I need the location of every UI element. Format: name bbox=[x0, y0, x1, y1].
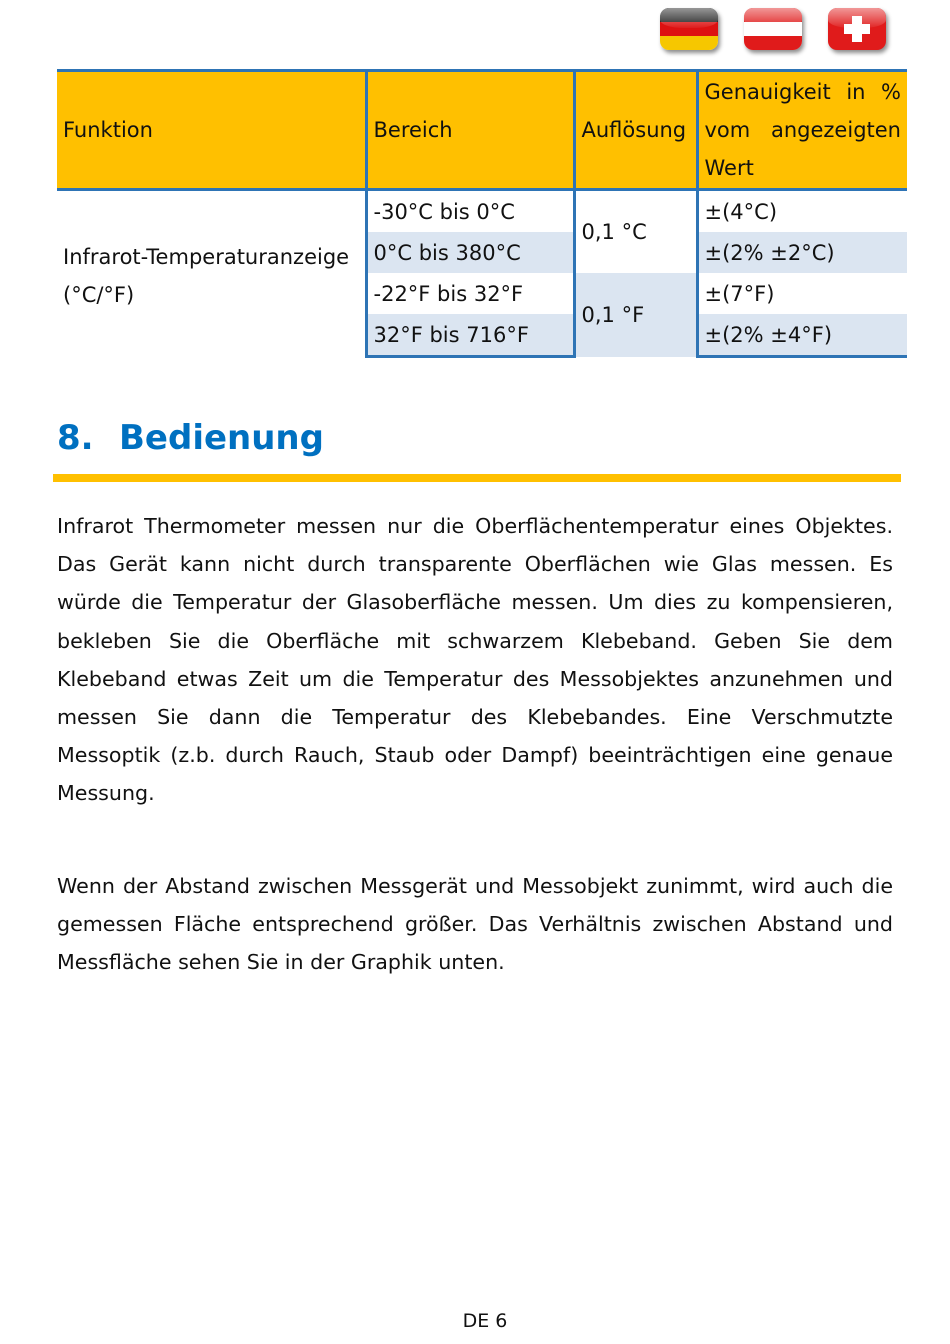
header-function: Funktion bbox=[57, 71, 366, 190]
accuracy-cell: ±(7°F) bbox=[697, 273, 907, 314]
range-cell: 32°F bis 716°F bbox=[366, 314, 574, 357]
body-paragraph: Infrarot Thermometer messen nur die Oberflächentemperatur eines Objektes. Das Gerät kann nicht durch transparente Oberflächen wie Glas messen. Es würde die Temperatur der Glasoberfläche messen. Um dies zu kompensieren, bekleben Sie die Oberfläche mit schwarzem Klebeband. Geben Sie dem Klebeband etwas Zeit um die Temperatur des Messobjektes anzunehmen und messen Sie dann die Temperatur des Klebebandes. Eine Verschmutzte Messoptik (z.b. durch Rauch, Staub oder Dampf) beeinträchtigen eine genaue Messung. bbox=[57, 514, 893, 806]
section-title: Bedienung bbox=[119, 418, 324, 458]
header-resolution: Auflösung bbox=[574, 71, 697, 190]
page-number: DE 6 bbox=[462, 1310, 508, 1332]
germany-flag-icon[interactable] bbox=[660, 8, 718, 50]
specification-table bbox=[57, 69, 907, 358]
accuracy-cell: ±(2% ±2°C) bbox=[697, 232, 907, 273]
accuracy-cell: ±(4°C) bbox=[697, 190, 907, 233]
resolution-cell: 0,1 °C bbox=[574, 190, 697, 274]
heading-underline bbox=[53, 474, 901, 482]
section-heading bbox=[57, 418, 324, 458]
body-paragraph: Wenn der Abstand zwischen Messgerät und Messobjekt zunimmt, wird auch die gemessen Fläche entsprechend größer. Das Verhältnis zwischen Abstand und Messfläche sehen Sie in der Graphik unten. bbox=[57, 874, 893, 975]
section-number: 8. bbox=[57, 418, 94, 458]
range-cell: -30°C bis 0°C bbox=[366, 190, 574, 233]
function-cell: Infrarot-Temperaturanzeige (°C/°F) bbox=[63, 245, 350, 307]
range-cell: 0°C bis 380°C bbox=[366, 232, 574, 273]
header-accuracy: Genauigkeit in % vom angezeigten Wert bbox=[697, 71, 907, 190]
table-row bbox=[57, 190, 907, 233]
resolution-cell: 0,1 °F bbox=[574, 273, 697, 357]
austria-flag-icon[interactable] bbox=[744, 8, 802, 50]
language-flags bbox=[660, 8, 886, 50]
table-header-row bbox=[57, 71, 907, 190]
range-cell: -22°F bis 32°F bbox=[366, 273, 574, 314]
header-range: Bereich bbox=[366, 71, 574, 190]
accuracy-cell: ±(2% ±4°F) bbox=[697, 314, 907, 357]
switzerland-flag-icon[interactable] bbox=[828, 8, 886, 50]
